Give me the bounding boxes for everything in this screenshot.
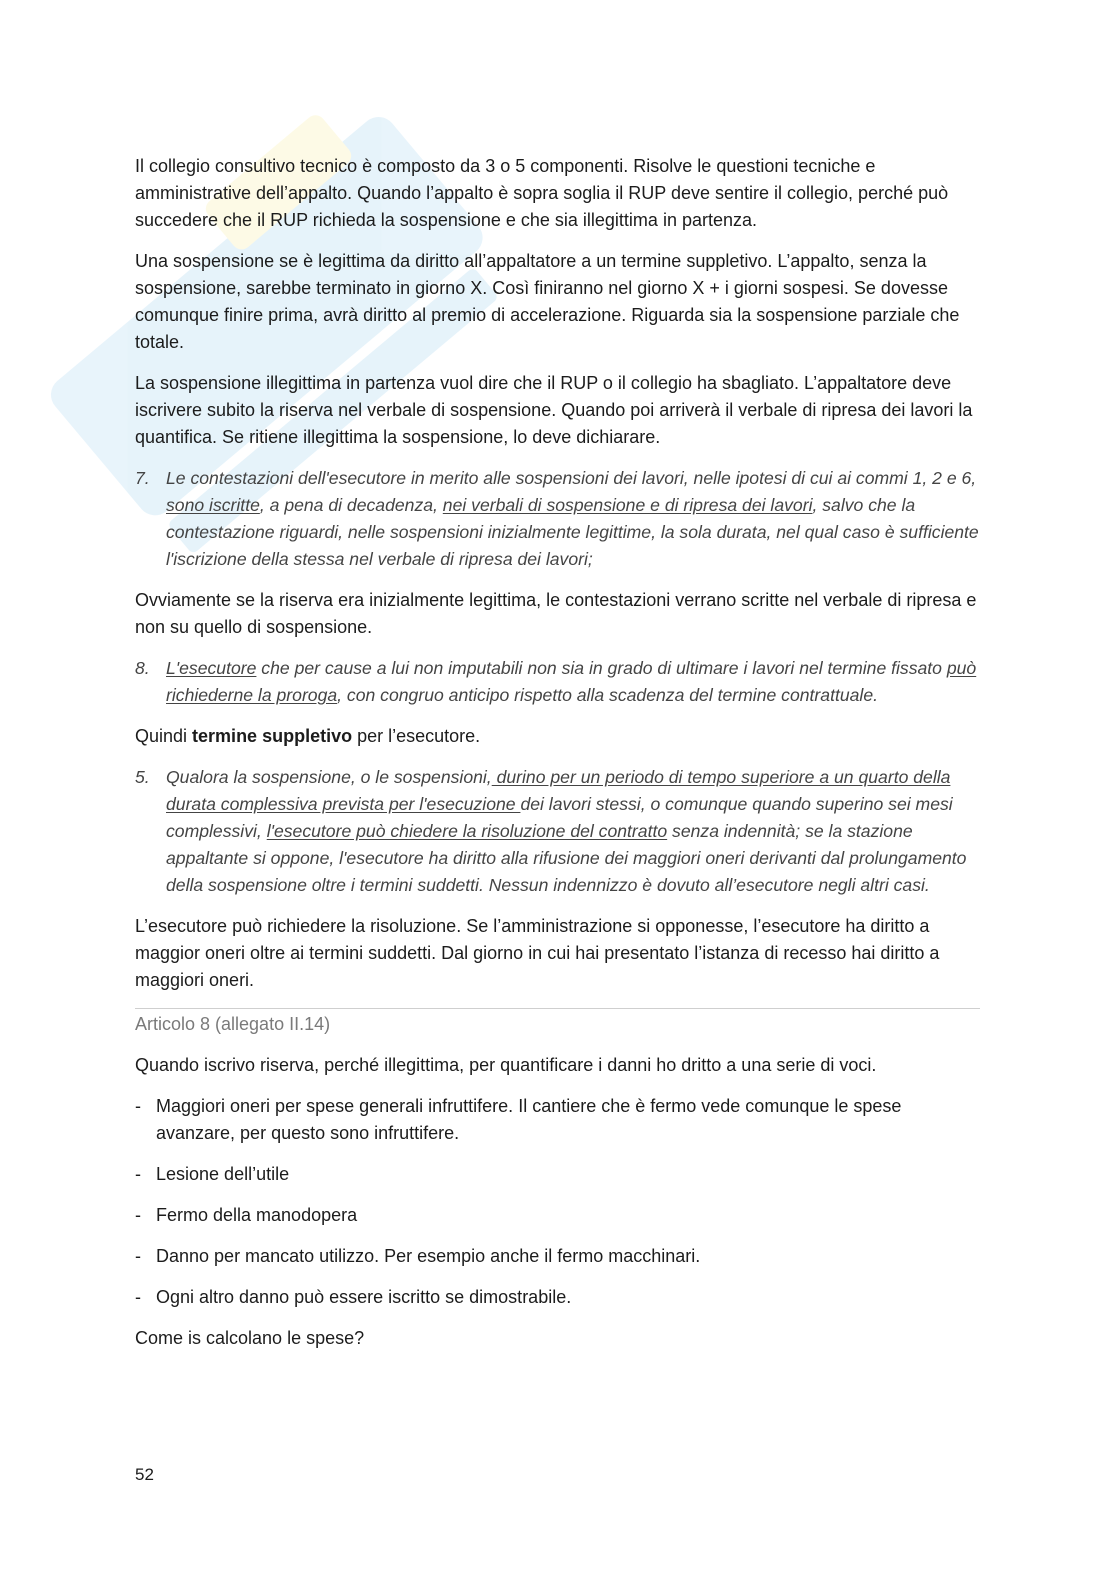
list-item-text: Maggiori oneri per spese generali infruttifere. Il cantiere che è fermo vede comunque le spese avanzare, per questo sono infruttifere. bbox=[156, 1096, 902, 1143]
quote-segment: dei lavori stessi, o comunque quando superino sei mesi complessivi, bbox=[166, 794, 953, 841]
paragraph: Ovviamente se la riserva era inizialmente legittima, le contestazioni verrano scritte nel verbale di ripresa e non su quello di sospensione. bbox=[135, 590, 977, 637]
list-item-text: Lesione dell’utile bbox=[156, 1164, 290, 1184]
list-item bbox=[135, 1284, 980, 1311]
paragraph bbox=[135, 723, 980, 750]
underlined-segment: nei verbali di sospensione e di ripresa dei lavori bbox=[442, 495, 813, 515]
quote-text bbox=[166, 655, 980, 709]
quote-segment: , salvo che la contestazione riguardi, nelle sospensioni inizialmente legittime, la sola durata, nel qual caso è sufficiente l'iscrizione della stessa nel verbale di ripresa dei lavori; bbox=[166, 495, 979, 569]
paragraph: La sospensione illegittima in partenza vuol dire che il RUP o il collegio ha sbagliato. L’appaltatore deve iscrivere subito la riserva nel verbale di sospensione. Quando poi arriverà il verbale di ripresa dei lavori la quantifica. Se ritiene illegittima la sospensione, lo deve dichiarare. bbox=[135, 373, 973, 447]
quote-segment: Le contestazioni dell'esecutore in merito alle sospensioni dei lavori, nelle ipotesi di cui ai commi 1, 2 e 6, bbox=[166, 468, 977, 488]
list-item-text: Danno per mancato utilizzo. Per esempio anche il fermo macchinari. bbox=[156, 1246, 701, 1266]
underlined-segment: sono iscritte bbox=[166, 495, 260, 515]
underlined-segment: durino per un periodo di tempo superiore a un quarto della durata complessiva prevista per l'esecuzione bbox=[166, 767, 951, 814]
quote-segment: che per cause a lui non imputabili non sia in grado di ultimare i lavori nel termine fissato bbox=[256, 658, 947, 678]
text-segment: per l’esecutore. bbox=[352, 726, 481, 746]
quote-segment: , con congruo anticipo rispetto alla scadenza del termine contrattuale. bbox=[337, 685, 878, 705]
quote-segment: senza indennità; se la stazione appaltante si oppone, l'esecutore ha diritto alla rifusione dei maggiori oneri derivanti dal prolungamento della sospensione oltre i termini suddetti. Nessun indennizzo è dovuto all’esecutore negli altri casi. bbox=[166, 821, 967, 895]
text-segment: Quindi bbox=[135, 726, 193, 746]
law-quote-7 bbox=[135, 465, 980, 573]
quote-number: 8. bbox=[135, 658, 150, 678]
document-body bbox=[135, 153, 980, 1366]
paragraph: Il collegio consultivo tecnico è composto da 3 o 5 componenti. Risolve le questioni tecniche e amministrative dell’appalto. Quando l’appalto è sopra soglia il RUP deve sentire il collegio, perché può succedere che il RUP richieda la sospensione e che sia illegittima in partenza. bbox=[135, 156, 949, 230]
underlined-segment: può richiederne la proroga bbox=[166, 658, 977, 705]
list-item-text: Ogni altro danno può essere iscritto se dimostrabile. bbox=[156, 1287, 572, 1307]
underlined-segment: l'esecutore può chiedere la risoluzione del contratto bbox=[266, 821, 668, 841]
quote-number: 7. bbox=[135, 468, 150, 488]
quote-text bbox=[166, 465, 980, 573]
underlined-segment: L'esecutore bbox=[166, 658, 257, 678]
bold-term: termine suppletivo bbox=[192, 726, 353, 746]
paragraph: Come is calcolano le spese? bbox=[135, 1328, 365, 1348]
quote-text bbox=[166, 764, 980, 899]
paragraph: L’esecutore può richiedere la risoluzione. Se l’amministrazione si opponesse, l’esecutore ha diritto a maggior oneri oltre ai termini suddetti. Dal giorno in cui hai presentato l’istanza di recesso hai diritto a maggiori oneri. bbox=[135, 916, 940, 990]
paragraph: Quando iscrivo riserva, perché illegittima, per quantificare i danni ho dritto a una serie di voci. bbox=[135, 1055, 877, 1075]
dash-bullet: - bbox=[135, 1205, 141, 1225]
list-item bbox=[135, 1093, 980, 1147]
list-item bbox=[135, 1243, 980, 1270]
list-item bbox=[135, 1161, 980, 1188]
quote-segment: Qualora la sospensione, o le sospensioni, bbox=[166, 767, 492, 787]
quote-number: 5. bbox=[135, 767, 150, 787]
law-quote-8 bbox=[135, 655, 980, 709]
law-quote-5 bbox=[135, 764, 980, 899]
page-number: 52 bbox=[135, 1465, 154, 1484]
quote-segment: , a pena di decadenza, bbox=[259, 495, 443, 515]
dash-bullet: - bbox=[135, 1287, 141, 1307]
dash-bullet: - bbox=[135, 1246, 141, 1266]
paragraph: Una sospensione se è legittima da diritto all’appaltatore a un termine suppletivo. L’appalto, senza la sospensione, sarebbe terminato in giorno X. Così finiranno nel giorno X + i giorni sospesi. Se dovesse comunque finire prima, avrà diritto al premio di accelerazione. Riguarda sia la sospensione parziale che totale. bbox=[135, 251, 960, 352]
section-divider bbox=[135, 1008, 980, 1009]
dash-bullet: - bbox=[135, 1096, 141, 1116]
list-item-text: Fermo della manodopera bbox=[156, 1205, 358, 1225]
section-heading: Articolo 8 (allegato II.14) bbox=[135, 1014, 331, 1034]
dash-bullet: - bbox=[135, 1164, 141, 1184]
list-item bbox=[135, 1202, 980, 1229]
